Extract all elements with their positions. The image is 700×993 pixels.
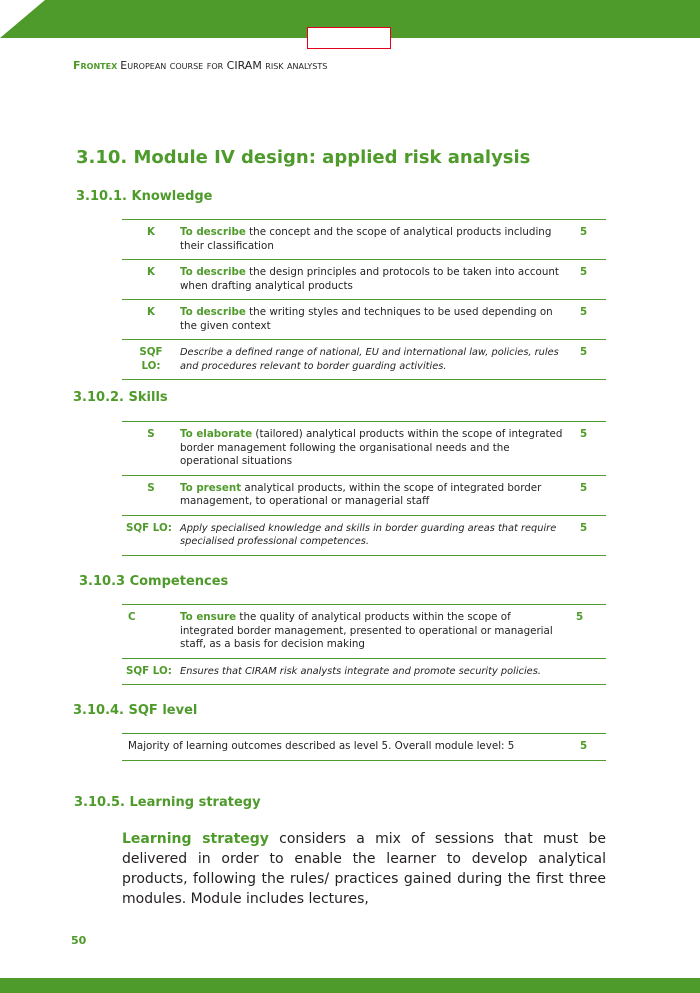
- knowledge-heading: 3.10.1. Knowledge: [76, 189, 213, 204]
- outcome-level: 5: [576, 260, 606, 300]
- outcome-code: C: [122, 605, 180, 659]
- table-row: [122, 422, 606, 476]
- skills-heading: 3.10.2. Skills: [73, 390, 168, 405]
- outcome-verb: To describe: [180, 266, 246, 278]
- outcome-text: (tailored) analytical products within the scope of integrated border management following the organisational needs and the operational situations: [180, 428, 563, 467]
- outcome-code: S: [122, 475, 180, 515]
- outcome-level: 5: [576, 300, 606, 340]
- outcome-level: 5: [576, 340, 606, 380]
- knowledge-table: [122, 219, 606, 380]
- outcome-description: [180, 300, 576, 340]
- outcome-text: the design principles and protocols to be taken into account when drafting analytical products: [180, 266, 559, 292]
- learning-strategy-lead: Learning strategy: [122, 831, 269, 847]
- outcome-description: [180, 260, 576, 300]
- bottom-banner: [0, 978, 700, 993]
- running-header: [73, 59, 327, 72]
- competences-table: [122, 604, 606, 685]
- table-row: [122, 515, 606, 555]
- top-banner-notch: [0, 0, 45, 38]
- sqf-level-text: Majority of learning outcomes described as level 5. Overall module level: 5: [122, 734, 576, 761]
- table-row: [122, 605, 606, 659]
- outcome-text: the quality of analytical products within the scope of integrated border management, presented to operational or managerial staff, as a basis for decision making: [180, 611, 553, 650]
- page-number: 50: [71, 934, 87, 947]
- outcome-code: SQF LO:: [122, 658, 180, 685]
- sqf-level-heading: 3.10.4. SQF level: [73, 703, 198, 718]
- outcome-description: Describe a defined range of national, EU and international law, policies, rules and procedures relevant to border guarding activities.: [180, 340, 576, 380]
- outcome-level: 5: [576, 422, 606, 476]
- learning-strategy-heading: 3.10.5. Learning strategy: [74, 795, 261, 810]
- table-row: [122, 658, 606, 685]
- table-row: [122, 220, 606, 260]
- outcome-code: SQF LO:: [122, 515, 180, 555]
- header-course: European course for CIRAM risk analysts: [120, 59, 328, 72]
- outcome-description: [180, 422, 576, 476]
- outcome-verb: To present: [180, 481, 242, 494]
- sqf-level-table: [122, 733, 606, 761]
- table-row: [122, 734, 606, 761]
- outcome-verb: To ensure: [180, 611, 237, 623]
- outcome-level: 5: [576, 475, 606, 515]
- outcome-text: the writing styles and techniques to be used depending on the given context: [180, 306, 553, 332]
- learning-strategy-paragraph: [122, 829, 606, 909]
- outcome-level: 5: [576, 220, 606, 260]
- skills-table: [122, 421, 606, 556]
- outcome-verb: To describe: [180, 306, 246, 318]
- sqf-level-value: 5: [576, 734, 606, 761]
- outcome-description: Ensures that CIRAM risk analysts integrate and promote security policies.: [180, 658, 606, 685]
- outcome-code: K: [122, 300, 180, 340]
- outcome-description: Apply specialised knowledge and skills in border guarding areas that require specialised professional competences.: [180, 515, 576, 555]
- learning-strategy-text: considers a mix of sessions that must be delivered in order to enable the learner to develop analytical products, following the rules/ practices gained during the first three modules. Module includes lectures,: [122, 831, 606, 907]
- table-row: [122, 475, 606, 515]
- table-row: [122, 340, 606, 380]
- outcome-text: analytical products, within the scope of integrated border management, to operational or managerial staff: [180, 481, 542, 507]
- outcome-verb: To elaborate: [180, 428, 253, 440]
- red-frame-box: [307, 27, 391, 49]
- outcome-code: S: [122, 422, 180, 476]
- outcome-description: [180, 605, 576, 659]
- sqf-code: SQF LO:: [139, 346, 163, 372]
- outcome-text: the concept and the scope of analytical products including their classification: [180, 226, 552, 252]
- outcome-level: 5: [576, 515, 606, 555]
- table-row: [122, 300, 606, 340]
- outcome-code: K: [122, 220, 180, 260]
- section-title: 3.10. Module IV design: applied risk analysis: [76, 147, 531, 168]
- table-row: [122, 260, 606, 300]
- header-brand: Frontex: [73, 59, 118, 72]
- outcome-level: 5: [576, 605, 606, 659]
- outcome-description: [180, 475, 576, 515]
- outcome-description: [180, 220, 576, 260]
- competences-heading: 3.10.3 Competences: [79, 574, 229, 589]
- outcome-code: K: [122, 260, 180, 300]
- outcome-code: [122, 340, 180, 380]
- outcome-verb: To describe: [180, 226, 246, 238]
